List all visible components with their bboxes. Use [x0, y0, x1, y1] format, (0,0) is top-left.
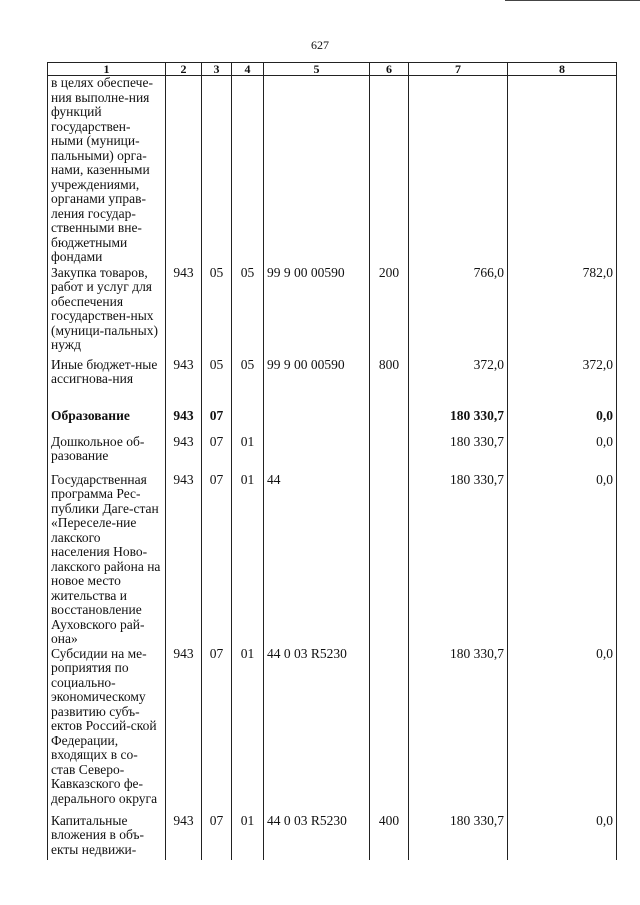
page-number: 627	[311, 38, 329, 52]
row-name: в целях обеспече-ния выполне-ния функций государствен-ными (муници-пальными) орга-нами, казенными учреждениями, органами управ-ления государ-ственными вне-бюджетными фондами	[48, 76, 166, 266]
cell-col5: 99 9 00 00590	[264, 266, 370, 358]
cell-col7: 766,0	[409, 266, 508, 358]
cell-col7: 180 330,7	[409, 409, 508, 435]
cell-col3: 07	[202, 473, 232, 647]
cell-col8: 0,0	[508, 409, 617, 435]
cell-col8: 0,0	[508, 435, 617, 473]
cell-col8: 0,0	[508, 473, 617, 647]
cell-col4: 01	[232, 814, 264, 860]
cell-col8: 782,0	[508, 266, 617, 358]
col-header: 2	[166, 63, 202, 76]
cell-col3: 07	[202, 814, 232, 860]
col-header: 5	[264, 63, 370, 76]
cell-col5	[264, 435, 370, 473]
cell-col7: 372,0	[409, 358, 508, 409]
row-name: Субсидии на ме-роприятия по социально-экономическому развитию субъ-ектов Россий-ской Федерации, входящих в со-став Северо-Кавказского фе-дерального округа	[48, 647, 166, 814]
cell-col2: 943	[166, 358, 202, 409]
cell-col4: 05	[232, 358, 264, 409]
cell-col5	[264, 76, 370, 266]
cell-col7: 180 330,7	[409, 814, 508, 860]
budget-table	[47, 62, 617, 860]
col-header: 3	[202, 63, 232, 76]
row-name: Дошкольное об-разование	[48, 435, 166, 473]
cell-col6	[370, 409, 409, 435]
cell-col4	[232, 409, 264, 435]
cell-col6	[370, 473, 409, 647]
row-name: Иные бюджет-ные ассигнова-ния	[48, 358, 166, 409]
cell-col3	[202, 76, 232, 266]
cell-col5: 44	[264, 473, 370, 647]
table-row	[48, 76, 617, 266]
cell-col2: 943	[166, 473, 202, 647]
table-row	[48, 473, 617, 647]
cell-col4: 01	[232, 647, 264, 814]
cell-col7: 180 330,7	[409, 647, 508, 814]
header-row	[48, 63, 617, 76]
cell-col7: 180 330,7	[409, 473, 508, 647]
table-row	[48, 409, 617, 435]
cell-col2	[166, 76, 202, 266]
cell-col4	[232, 76, 264, 266]
cell-col5: 44 0 03 R5230	[264, 814, 370, 860]
cell-col6: 800	[370, 358, 409, 409]
col-header: 4	[232, 63, 264, 76]
cell-col2: 943	[166, 266, 202, 358]
cell-col3: 07	[202, 409, 232, 435]
top-rule	[505, 0, 640, 1]
cell-col6	[370, 435, 409, 473]
cell-col4: 01	[232, 435, 264, 473]
cell-col5: 99 9 00 00590	[264, 358, 370, 409]
table-row	[48, 814, 617, 860]
cell-col7	[409, 76, 508, 266]
cell-col8: 372,0	[508, 358, 617, 409]
col-header: 7	[409, 63, 508, 76]
cell-col6: 400	[370, 814, 409, 860]
row-name: Капитальные вложения в объ-екты недвижи-	[48, 814, 166, 860]
cell-col5	[264, 409, 370, 435]
row-name: Государственная программа Рес-публики Даге-стан «Переселе-ние лакского населения Ново-лакского района на новое место жительства и восстановление Ауховского рай-она»	[48, 473, 166, 647]
cell-col2: 943	[166, 409, 202, 435]
cell-col3: 05	[202, 358, 232, 409]
col-header: 1	[48, 63, 166, 76]
table-row	[48, 647, 617, 814]
cell-col4: 05	[232, 266, 264, 358]
row-name: Закупка товаров, работ и услуг для обеспечения государствен-ных (муници-пальных) нужд	[48, 266, 166, 358]
row-name: Образование	[48, 409, 166, 435]
cell-col8: 0,0	[508, 647, 617, 814]
col-header: 6	[370, 63, 409, 76]
cell-col3: 07	[202, 647, 232, 814]
cell-col6	[370, 647, 409, 814]
cell-col3: 05	[202, 266, 232, 358]
cell-col7: 180 330,7	[409, 435, 508, 473]
table-row	[48, 358, 617, 409]
cell-col6: 200	[370, 266, 409, 358]
cell-col8: 0,0	[508, 814, 617, 860]
table-row	[48, 435, 617, 473]
cell-col4: 01	[232, 473, 264, 647]
cell-col3: 07	[202, 435, 232, 473]
cell-col6	[370, 76, 409, 266]
col-header: 8	[508, 63, 617, 76]
cell-col2: 943	[166, 435, 202, 473]
cell-col2: 943	[166, 814, 202, 860]
table-row	[48, 266, 617, 358]
cell-col8	[508, 76, 617, 266]
cell-col5: 44 0 03 R5230	[264, 647, 370, 814]
cell-col2: 943	[166, 647, 202, 814]
